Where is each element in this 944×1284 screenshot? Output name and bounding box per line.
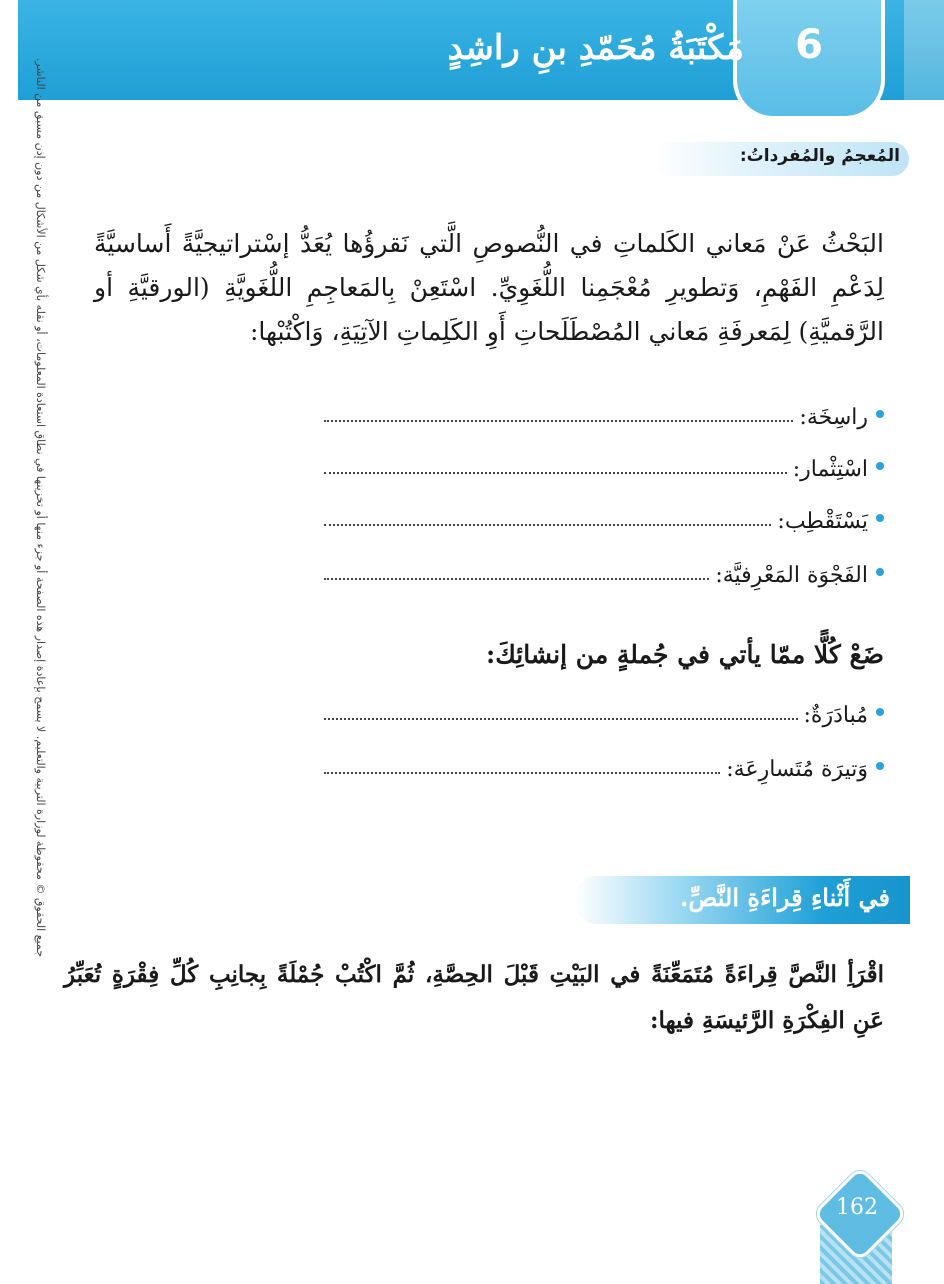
vocab-paragraph: البَحْثُ عَنْ مَعاني الكَلماتِ في النُّصوصِ الَّتي نَقرؤُها يُعَدُّ إسْتراتيجيَّةً أَساسيَّةً لِدَعْمِ الفَهْمِ، وَتطويرِ مُعْجَمِنا اللُّغَوِيِّ. اسْتَعِنْ بِالمَعاجِمِ اللُّغَويَّةِ (الورقيَّةِ أو الرَّقميَّةِ) لِمَعرفَةِ مَعاني المُصْطَلَحاتِ أَوِ الكَلِماتِ الآتِيَةِ، وَاكْتُبْها: [94,229,884,346]
copyright-notice: جميع الحقوق © محفوظة لوزارة التربية والتعليم. لا يسمح بإعادة إصدار هذه الصفحة أو جزء منها أو تخزينها في نطاق استعادة المعلومات، أو نقله بأي شكل من الأشكال من دون إذن مسبق من الناشر. [34,57,47,957]
sentence-item[interactable] [324,692,884,728]
answer-line[interactable] [324,578,709,580]
page-number: 162 [836,1195,878,1220]
reading-instruction: اقْرَأِ النَّصَّ قِراءَةً مُتَمَعِّنَةً في البَيْتِ قَبْلَ الحِصَّةِ، ثُمَّ اكْتُبْ جُمْلَةً بِجانِبِ كُلِّ فِقْرَةٍ تُعَبِّرُ عَنِ الفِكْرَةِ الرَّئيسَةِ فيها: [64,961,884,1034]
vocab-term: يَسْتَقْطِب: [777,509,868,534]
vocab-item[interactable] [324,498,884,534]
reading-section-heading: في أَثْناءِ قِراءَةِ النَّصِّ. [680,883,890,912]
vocab-term: الفَجْوَة المَعْرِفيَّة: [715,563,868,588]
bullet-icon [876,514,884,522]
bullet-icon [876,410,884,418]
answer-line[interactable] [324,524,771,526]
vocab-item[interactable] [324,446,884,482]
vocab-item[interactable] [324,394,884,430]
bullet-icon [876,462,884,470]
sentence-item[interactable] [324,746,884,782]
page-title: مَكْتَبَةُ مُحَمّدِ بنِ راشِدٍ [447,28,744,68]
sentence-task-heading: ضَعْ كُلًّا ممّا يأتي في جُملةٍ من إنشائِكَ: [486,640,884,669]
vocab-term: راسِخَة: [799,405,868,430]
sentence-term: وَتيرَة مُتَسارِعَة: [726,757,868,782]
bullet-icon [876,708,884,716]
vocab-term: اسْتِثْمار: [792,457,868,482]
answer-line[interactable] [324,772,720,774]
unit-number: 6 [795,22,823,68]
sentence-term: مُبادَرَةٌ: [803,703,868,728]
answer-line[interactable] [324,718,798,720]
answer-line[interactable] [324,420,793,422]
header-edge-strip [904,0,944,100]
bullet-icon [876,568,884,576]
bullet-icon [876,762,884,770]
section-heading-vocab: المُعجمُ والمُفرداتُ: [739,146,900,166]
vocab-item[interactable] [324,552,884,588]
answer-line[interactable] [324,472,787,474]
